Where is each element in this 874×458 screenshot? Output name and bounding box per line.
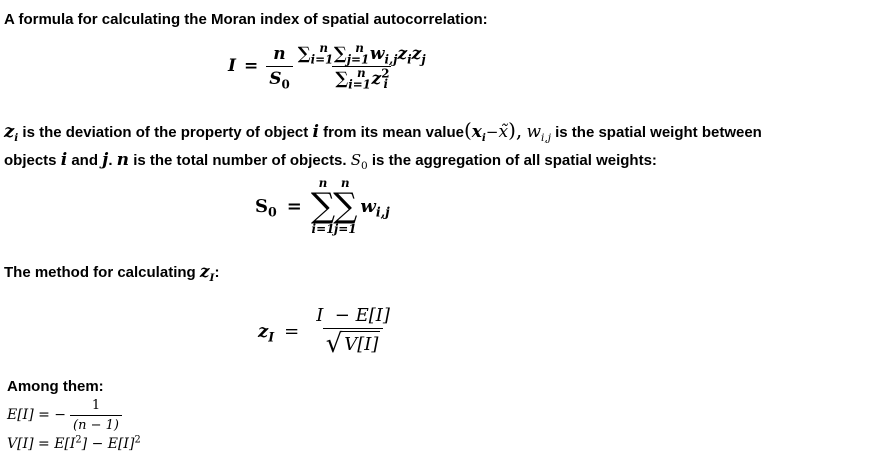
s0-sum-i: n ∑ i=1 <box>310 176 336 236</box>
zi-fraction <box>313 305 393 357</box>
zi-method-line: The method for calculating $z_I$: <box>4 262 220 284</box>
zi-eq: = <box>284 320 300 342</box>
zi-lhs: $z_I$ <box>258 320 275 345</box>
moran-n-over-s0 <box>266 44 293 89</box>
s0-lhs: $S_0$ <box>255 195 277 220</box>
zi-numerator: I − E[I] <box>316 305 390 326</box>
moran-main-fraction <box>295 40 429 91</box>
moran-lhs: I <box>228 56 236 76</box>
moran-numerator: $\sum_{i=1}^n$ $\sum_{j=1}^n$ $w_{i,j}z_iz_j$ <box>297 40 426 66</box>
zi-formula <box>258 298 393 364</box>
sqrt-icon: √ <box>325 329 343 359</box>
moran-denominator: $\sum_{i=1}^n$ $z^2_i$ <box>332 66 391 89</box>
among-label: Among them: <box>7 378 104 395</box>
paragraph-line-1: $z_i$ is the deviation of the property of object i from its mean $value(x_i-x̃)$, $w_{i,j}$ is the spatial weight between <box>4 118 762 144</box>
heading: A formula for calculating the Moran index of spatial autocorrelation: <box>4 11 488 28</box>
zi-denominator: √ V[I] <box>323 328 384 357</box>
moran-formula <box>228 38 429 94</box>
paragraph-line-2: objects i and j. n is the total number of objects. $S_0$ is the aggregation of all spatial weights: <box>4 150 657 172</box>
s0-formula <box>255 174 390 238</box>
moran-eq: = <box>243 56 259 76</box>
ei-formula: E[I] = − $\frac{1}{(n - 1)}$ <box>7 397 122 433</box>
moran-n: n <box>273 43 286 64</box>
s0-eq: = <box>286 195 302 217</box>
moran-s0: $S_0$ <box>266 66 293 89</box>
vi-formula: $V[I] = E[I^2] - E[I]^2$ <box>7 434 141 452</box>
s0-sum-j: n ∑ j=1 <box>333 176 358 236</box>
s0-weight: $w_{i,j}$ <box>360 195 390 220</box>
